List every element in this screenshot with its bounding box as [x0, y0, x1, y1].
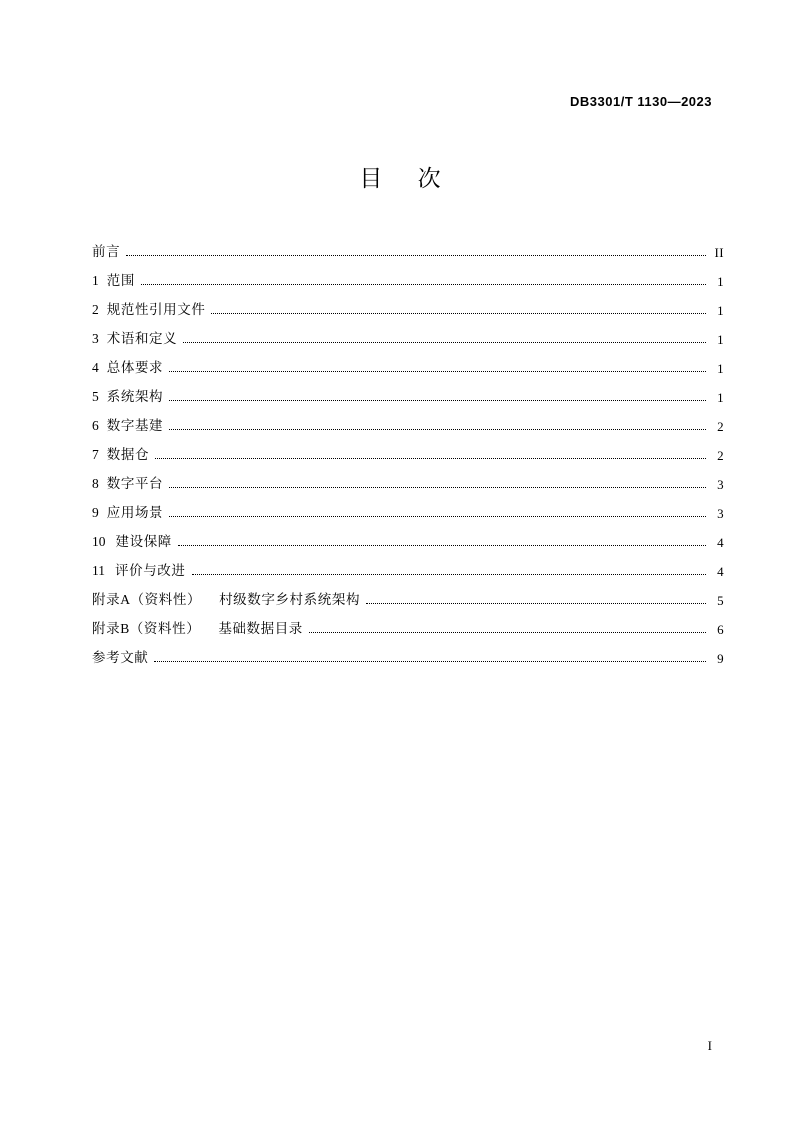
toc-entry-number: 6: [92, 418, 99, 434]
toc-entry-label: 数据仓: [106, 447, 150, 463]
toc-entry-annex-a[interactable]: [92, 580, 724, 609]
toc-entry-page: 2: [717, 447, 724, 463]
toc-leader-dots: [178, 538, 706, 548]
toc-leader-dots: [169, 509, 706, 519]
toc-entry-label: 应用场景: [106, 505, 164, 521]
toc-leader-dots: [169, 364, 706, 374]
toc-leader-dots: [183, 335, 706, 345]
toc-leader-dots: [155, 451, 706, 461]
toc-entry-label: 数字基建: [106, 418, 164, 434]
toc-entry-page: 3: [717, 476, 724, 492]
toc-entry-page: 1: [717, 360, 724, 376]
toc-entry-annex-b[interactable]: [92, 609, 724, 638]
toc-leader-dots: [126, 248, 706, 258]
toc-entry-label: 数字平台: [106, 476, 164, 492]
toc-entry-1[interactable]: [92, 261, 724, 290]
toc-leader-dots: [169, 422, 706, 432]
toc-entry-label: 范围: [106, 273, 135, 289]
toc-entry-number: 10: [92, 534, 106, 550]
toc-entry-label: 建设保障: [115, 534, 172, 550]
toc-entry-page: 4: [717, 534, 724, 550]
toc-leader-dots: [154, 654, 706, 664]
toc-entry-number: 9: [92, 505, 99, 521]
toc-entry-page: 5: [717, 592, 724, 608]
toc-entry-label: 参考文献: [92, 650, 149, 666]
toc-entry-number: 8: [92, 476, 99, 492]
standard-code-header: DB3301/T 1130—2023: [570, 94, 712, 109]
toc-entry-number: 附录B（资料性）: [92, 621, 201, 637]
toc-entry-page: 6: [717, 621, 724, 637]
footer-page-number: I: [707, 1038, 712, 1053]
toc-entry-page: 2: [717, 418, 724, 434]
toc-entry-page: II: [714, 244, 724, 260]
toc-entry-page: 1: [717, 273, 724, 289]
toc-entry-label: 总体要求: [106, 360, 164, 376]
toc-entry-3[interactable]: [92, 319, 724, 348]
toc-entry-number: 11: [92, 563, 105, 579]
toc-leader-dots: [169, 480, 706, 490]
toc-leader-dots: [141, 277, 706, 287]
toc-entry-number: 3: [92, 331, 99, 347]
toc-leader-dots: [309, 625, 706, 635]
toc-entry-number: 5: [92, 389, 99, 405]
toc-entry-number: 2: [92, 302, 99, 318]
toc-leader-dots: [192, 567, 707, 577]
toc-entry-label: 规范性引用文件: [106, 302, 206, 318]
toc-entry-label: 村级数字乡村系统架构: [219, 592, 361, 608]
toc-entry-page: 1: [717, 389, 724, 405]
toc-entry-foreword[interactable]: [92, 232, 724, 261]
toc-entry-9[interactable]: [92, 493, 724, 522]
toc-entry-page: 1: [717, 302, 724, 318]
toc-entry-label: 术语和定义: [106, 331, 178, 347]
toc-entry-label: 系统架构: [106, 389, 164, 405]
toc-entry-label: 前言: [92, 244, 121, 260]
toc-leader-dots: [169, 393, 706, 403]
toc-entry-4[interactable]: [92, 348, 724, 377]
toc-entry-11[interactable]: [92, 551, 724, 580]
toc-leader-dots: [366, 596, 706, 606]
toc-entry-page: 4: [717, 563, 724, 579]
toc-entry-number: 7: [92, 447, 99, 463]
table-of-contents: [92, 232, 724, 667]
toc-entry-label: 评价与改进: [115, 563, 186, 579]
toc-entry-7[interactable]: [92, 435, 724, 464]
toc-entry-5[interactable]: [92, 377, 724, 406]
toc-entry-6[interactable]: [92, 406, 724, 435]
toc-entry-references[interactable]: [92, 638, 724, 667]
page-title: 目 次: [359, 166, 455, 192]
toc-leader-dots: [211, 306, 706, 316]
toc-entry-label: 基础数据目录: [218, 621, 303, 637]
toc-entry-page: 9: [717, 650, 724, 666]
toc-entry-2[interactable]: [92, 290, 724, 319]
toc-entry-number: 1: [92, 273, 99, 289]
toc-entry-number: 附录A（资料性）: [92, 592, 202, 608]
toc-entry-number: 4: [92, 360, 99, 376]
toc-entry-page: 1: [717, 331, 724, 347]
toc-entry-page: 3: [717, 505, 724, 521]
toc-entry-8[interactable]: [92, 464, 724, 493]
toc-entry-10[interactable]: [92, 522, 724, 551]
